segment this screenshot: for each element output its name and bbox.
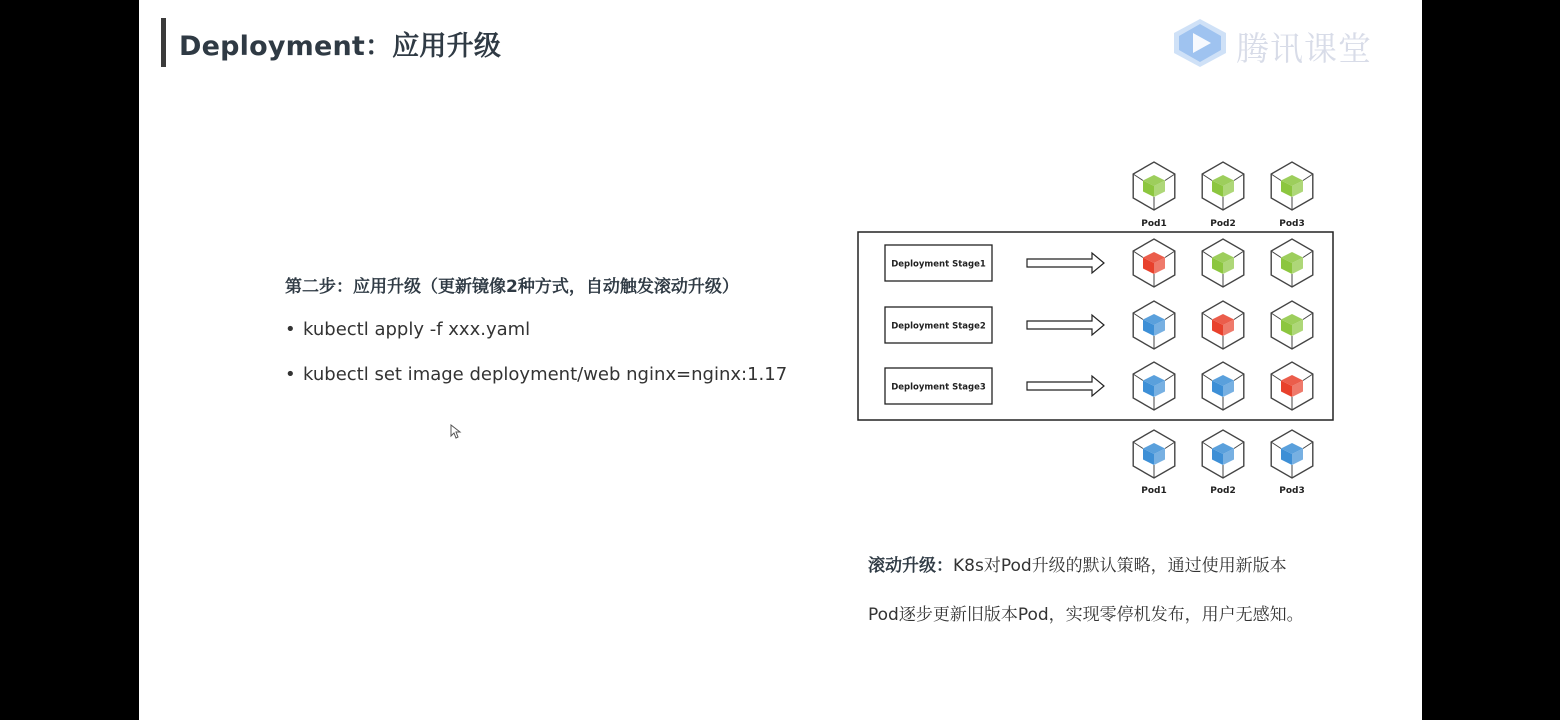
tencent-classroom-logo-icon (1169, 16, 1231, 70)
pod-cube-icon (1133, 162, 1175, 210)
deployment-stage-label: Deployment Stage1 (891, 259, 986, 270)
logo-text: 腾讯课堂 (1236, 29, 1372, 68)
pod-cube-icon (1271, 301, 1313, 349)
pod-cube-icon (1133, 430, 1175, 478)
arrow-right-icon (1027, 315, 1104, 335)
pod-cube-icon (1271, 430, 1313, 478)
pod-cube-icon (1202, 301, 1244, 349)
pod-cube-icon (1202, 239, 1244, 287)
pod-cube-icon (1271, 362, 1313, 410)
pod-cube-icon (1202, 430, 1244, 478)
pod-cube-icon (1133, 239, 1175, 287)
pod-cube-icon (1271, 239, 1313, 287)
bullet-item (285, 319, 530, 340)
bullet-dot-icon: • (285, 364, 296, 385)
bullet-dot-icon: • (285, 319, 296, 340)
arrow-right-icon (1027, 376, 1104, 396)
bullet-item (285, 364, 787, 385)
step-heading: 第二步：应用升级（更新镜像2种方式，自动触发滚动升级） (285, 277, 739, 297)
bullet-text: kubectl apply -f xxx.yaml (303, 319, 531, 340)
rolling-update-diagram (854, 155, 1344, 505)
deployment-stage-label: Deployment Stage3 (891, 382, 986, 393)
presentation-slide (139, 0, 1422, 720)
top-pod-label: Pod1 (1141, 219, 1167, 229)
tencent-classroom-logo (1169, 16, 1384, 70)
letterbox-left (0, 0, 139, 720)
top-pod-label: Pod2 (1210, 219, 1236, 229)
letterbox-right (1422, 0, 1560, 720)
description-label: 滚动升级： (868, 556, 953, 576)
slide-title: Deployment：应用升级 (179, 31, 502, 62)
pod-cube-icon (1133, 301, 1175, 349)
description-line-1 (868, 542, 1368, 591)
rolling-update-description (868, 542, 1368, 640)
description-text-1: K8s对Pod升级的默认策略，通过使用新版本 (953, 556, 1287, 576)
arrow-right-icon (1027, 253, 1104, 273)
pod-cube-icon (1133, 362, 1175, 410)
pod-cube-icon (1271, 162, 1313, 210)
bottom-pod-label: Pod1 (1141, 486, 1167, 496)
bottom-pod-label: Pod3 (1279, 486, 1305, 496)
mouse-cursor-icon (450, 424, 462, 440)
deployment-stage-label: Deployment Stage2 (891, 321, 986, 332)
title-accent-bar (161, 18, 166, 67)
pod-cube-icon (1202, 362, 1244, 410)
pod-cube-icon (1202, 162, 1244, 210)
top-pod-label: Pod3 (1279, 219, 1305, 229)
bullet-text: kubectl set image deployment/web nginx=nginx:1.17 (303, 364, 788, 385)
description-line-2: Pod逐步更新旧版本Pod，实现零停机发布，用户无感知。 (868, 605, 1304, 625)
bottom-pod-label: Pod2 (1210, 486, 1236, 496)
